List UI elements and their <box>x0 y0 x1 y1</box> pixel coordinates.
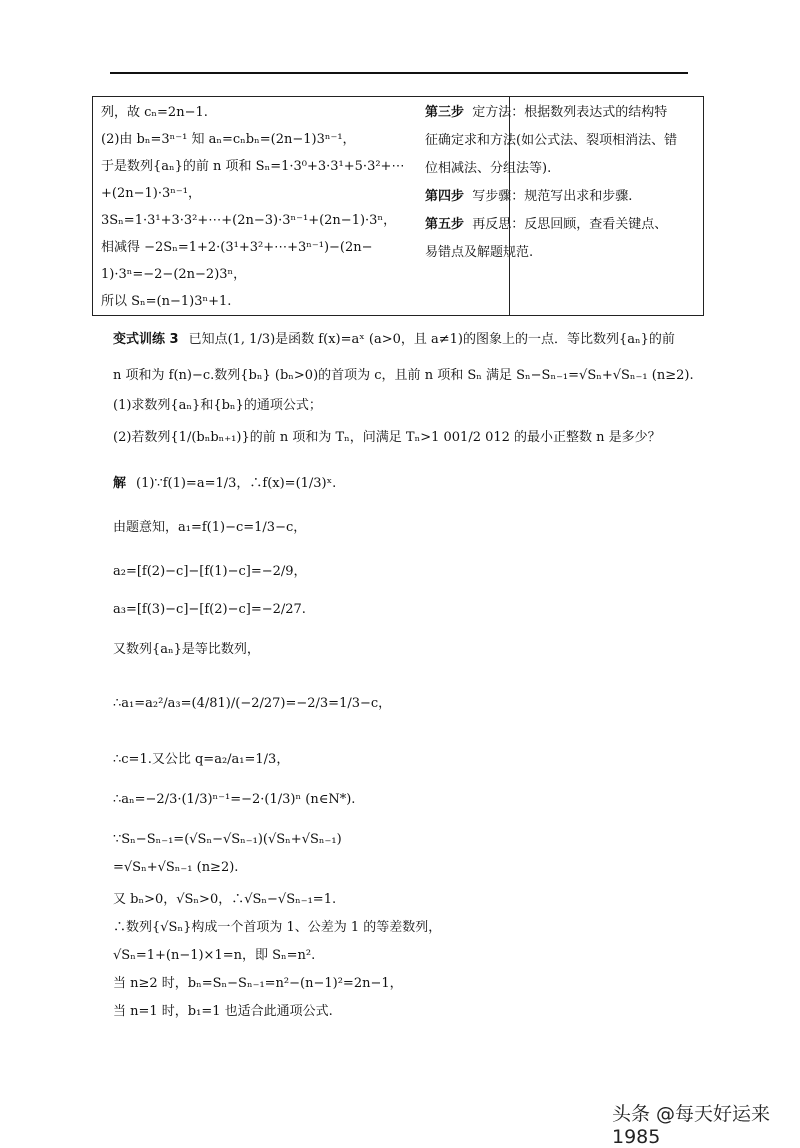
solution-table <box>92 96 704 316</box>
step-3-cont: 位相减法、分组法等). <box>425 161 552 176</box>
solution-line: ∵Sₙ−Sₙ₋₁=(√Sₙ−√Sₙ₋₁)(√Sₙ+√Sₙ₋₁) <box>113 832 342 847</box>
problem-label: 变式训练 3 <box>113 332 179 347</box>
problem-line-1 <box>113 328 675 347</box>
table-left-line: 相减得 −2Sₙ=1+2·(3¹+3²+⋯+3ⁿ⁻¹)−(2n− <box>101 240 373 255</box>
solution-line: a₂=[f(2)−c]−[f(1)−c]=−2/9， <box>113 564 307 579</box>
question-1: (1)求数列{aₙ}和{bₙ}的通项公式； <box>113 398 322 413</box>
table-left-line: +(2n−1)·3ⁿ⁻¹， <box>101 186 201 201</box>
step-5-label: 第五步 <box>425 217 465 232</box>
step-4 <box>425 183 697 211</box>
step-3-label: 第三步 <box>425 105 465 120</box>
table-left-line: 3Sₙ=1·3¹+3·3²+⋯+(2n−3)·3ⁿ⁻¹+(2n−1)·3ⁿ， <box>101 213 397 228</box>
step-5-text: 再反思：反思回顾，查看关键点、 <box>472 217 668 232</box>
solution-line: ∴aₙ=−2/3·(1/3)ⁿ⁻¹=−2·(1/3)ⁿ (n∈N*). <box>113 792 356 807</box>
solution-line: 又数列{aₙ}是等比数列， <box>113 642 260 657</box>
question-2: (2)若数列{1/(bₙbₙ₊₁)}的前 n 项和为 Tₙ，问满足 Tₙ>1 001/2 012 的最小正整数 n 是多少？ <box>113 430 661 445</box>
solution-line: ∴数列{√Sₙ}构成一个首项为 1、公差为 1 的等差数列， <box>113 920 442 935</box>
table-left-line: 所以 Sₙ=(n−1)3ⁿ+1. <box>101 294 232 309</box>
step-5 <box>425 211 697 239</box>
step-3 <box>425 99 697 127</box>
step-3-text: 定方法：根据数列表达式的结构特 <box>472 105 668 120</box>
solution-line <box>113 472 336 491</box>
problem-text: 已知点(1, 1/3)是函数 f(x)=aˣ (a>0，且 a≠1)的图象上的一点．等比数列{aₙ}的前 <box>188 332 675 347</box>
watermark: 头条 @每天好运来1985 <box>612 1103 771 1148</box>
step-5-cont: 易错点及解题规范. <box>425 245 534 260</box>
table-left-line: (2)由 bₙ=3ⁿ⁻¹ 知 aₙ=cₙbₙ=(2n−1)3ⁿ⁻¹， <box>101 132 356 147</box>
solution-line: 由题意知，a₁=f(1)−c=1/3−c， <box>113 520 307 535</box>
step-4-label: 第四步 <box>425 189 465 204</box>
solution-line: a₃=[f(3)−c]−[f(2)−c]=−2/27. <box>113 602 306 617</box>
table-right-column <box>425 99 697 267</box>
solution-line: 又 bₙ>0，√Sₙ>0，∴√Sₙ−√Sₙ₋₁=1. <box>113 892 337 907</box>
step-3-cont: 征确定求和方法(如公式法、裂项相消法、错 <box>425 133 678 148</box>
step-4-text: 写步骤：规范写出求和步骤. <box>472 189 633 204</box>
solution-text: (1)∵f(1)=a=1/3，∴f(x)=(1/3)ˣ. <box>136 476 337 491</box>
solution-line: 当 n=1 时，b₁=1 也适合此通项公式. <box>113 1004 333 1019</box>
solution-line: ∴c=1.又公比 q=a₂/a₁=1/3， <box>113 752 290 767</box>
table-left-line: 1)·3ⁿ=−2−(2n−2)3ⁿ， <box>101 267 247 282</box>
solution-line: √Sₙ=1+(n−1)×1=n，即 Sₙ=n². <box>113 948 316 963</box>
solution-label: 解 <box>113 476 127 491</box>
table-left-column <box>101 99 407 315</box>
header-rule <box>110 72 688 74</box>
solution-line: 当 n≥2 时，bₙ=Sₙ−Sₙ₋₁=n²−(n−1)²=2n−1， <box>113 976 403 991</box>
table-left-line: 于是数列{aₙ}的前 n 项和 Sₙ=1·3⁰+3·3¹+5·3²+⋯ <box>101 159 405 174</box>
problem-line-2: n 项和为 f(n)−c.数列{bₙ} (bₙ>0)的首项为 c，且前 n 项和 Sₙ 满足 Sₙ−Sₙ₋₁=√Sₙ+√Sₙ₋₁ (n≥2). <box>113 368 694 383</box>
solution-line: =√Sₙ+√Sₙ₋₁ (n≥2). <box>113 860 239 875</box>
table-left-line: 列，故 cₙ=2n−1. <box>101 105 208 120</box>
solution-line: ∴a₁=a₂²/a₃=(4/81)/(−2/27)=−2/3=1/3−c， <box>113 696 392 711</box>
